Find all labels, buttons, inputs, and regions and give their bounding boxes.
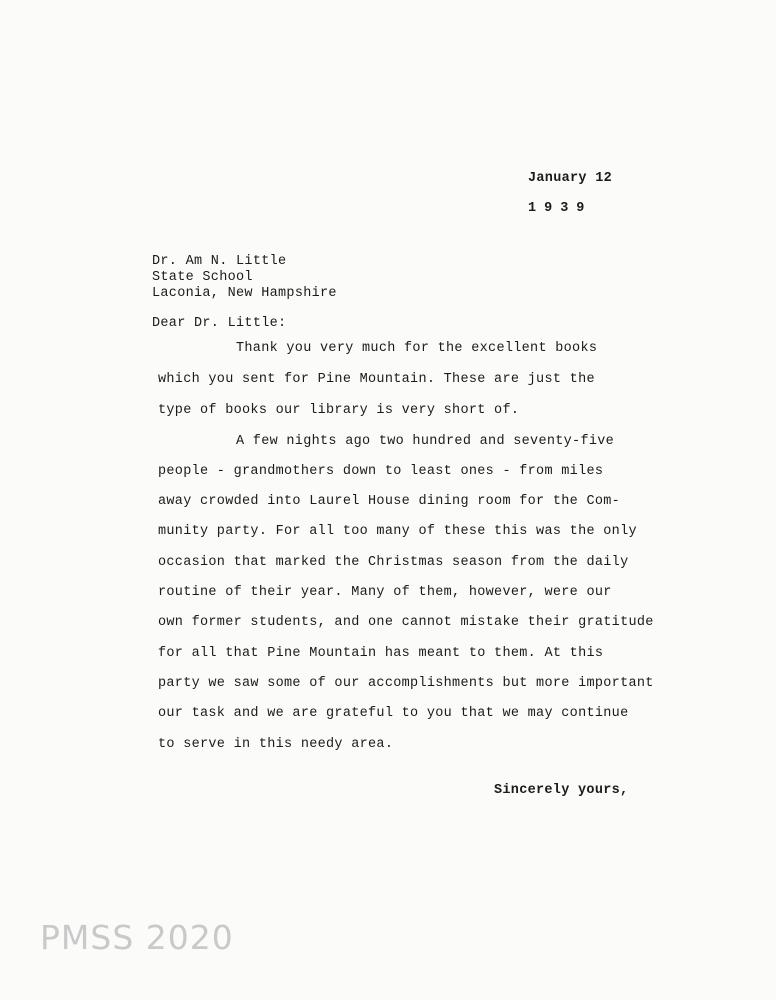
body-line: for all that Pine Mountain has meant to them. At this	[158, 646, 604, 661]
body-line: people - grandmothers down to least ones - from miles	[158, 464, 604, 479]
letter-date: January 12	[528, 171, 613, 186]
recipient-organization: State School	[152, 270, 253, 285]
recipient-location: Laconia, New Hampshire	[152, 286, 337, 301]
body-line: Thank you very much for the excellent books	[236, 341, 598, 356]
body-line: A few nights ago two hundred and seventy-five	[236, 434, 615, 449]
body-line: our task and we are grateful to you that we may continue	[158, 706, 629, 721]
body-line: to serve in this needy area.	[158, 737, 394, 752]
recipient-address	[152, 254, 337, 302]
body-line: which you sent for Pine Mountain. These are just the	[158, 372, 595, 387]
body-line: type of books our library is very short of.	[158, 403, 520, 418]
letter-year: 1939	[528, 201, 593, 216]
recipient-name: Dr. Am N. Little	[152, 254, 287, 269]
watermark: PMSS 2020	[40, 918, 234, 957]
body-line: own former students, and one cannot mistake their gratitude	[158, 615, 654, 630]
body-line: away crowded into Laurel House dining room for the Com-	[158, 494, 621, 509]
body-line: routine of their year. Many of them, however, were our	[158, 585, 612, 600]
body-line: munity party. For all too many of these this was the only	[158, 524, 637, 539]
salutation: Dear Dr. Little:	[152, 316, 287, 331]
body-line: occasion that marked the Christmas season from the daily	[158, 555, 629, 570]
body-line: party we saw some of our accomplishments but more important	[158, 676, 654, 691]
closing: Sincerely yours,	[494, 783, 629, 798]
